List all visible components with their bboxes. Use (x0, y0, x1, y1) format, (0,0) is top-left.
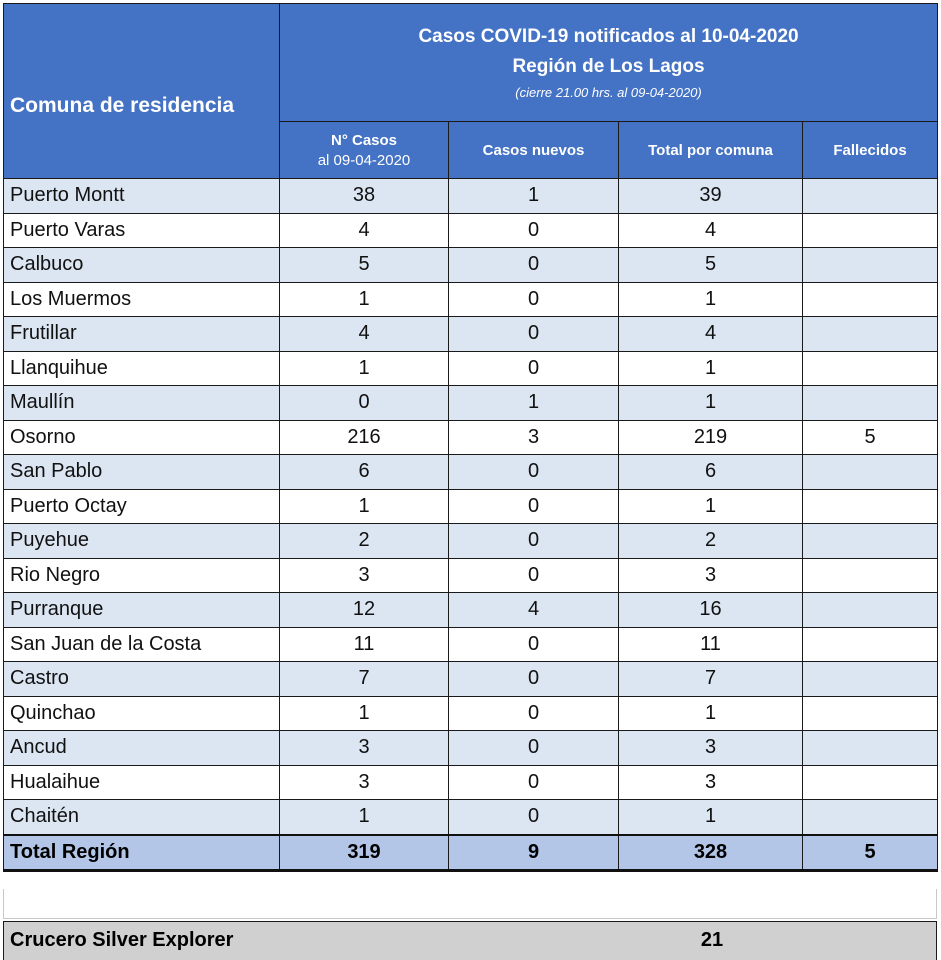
covid-cases-table-container (3, 3, 937, 872)
comuna-cell: Puerto Varas (4, 213, 280, 248)
comuna-cell: Puerto Octay (4, 489, 280, 524)
fallecidos-cell: 5 (803, 420, 938, 455)
comuna-cell: Osorno (4, 420, 280, 455)
table-row (4, 524, 938, 559)
comuna-cell: Chaitén (4, 800, 280, 835)
table-row (4, 213, 938, 248)
fallecidos-cell (803, 765, 938, 800)
table-row (4, 696, 938, 731)
comuna-cell: Castro (4, 662, 280, 697)
title-line-2: Región de Los Lagos (512, 55, 705, 77)
casos-cell: 3 (280, 731, 449, 766)
nuevos-cell: 0 (449, 731, 619, 766)
table-body (4, 179, 938, 835)
casos-cell: 11 (280, 627, 449, 662)
total-cell: 4 (619, 213, 803, 248)
total-casos: 319 (280, 835, 449, 871)
casos-header-line-1: N° Casos (330, 131, 398, 149)
casos-cell: 3 (280, 558, 449, 593)
comuna-cell: Ancud (4, 731, 280, 766)
casos-header-line-2: al 09-04-2020 (317, 151, 411, 169)
total-cell: 1 (619, 696, 803, 731)
total-cell: 1 (619, 800, 803, 835)
total-cell: 5 (619, 248, 803, 283)
fallecidos-cell (803, 282, 938, 317)
casos-cell: 2 (280, 524, 449, 559)
casos-cell: 38 (280, 179, 449, 214)
fallecidos-cell (803, 179, 938, 214)
casos-cell: 1 (280, 282, 449, 317)
total-cell: 39 (619, 179, 803, 214)
comuna-cell: Maullín (4, 386, 280, 421)
nuevos-cell: 0 (449, 662, 619, 697)
total-cell: 16 (619, 593, 803, 628)
fallecidos-cell (803, 627, 938, 662)
table-row (4, 282, 938, 317)
nuevos-cell: 0 (449, 351, 619, 386)
nuevos-cell: 0 (449, 800, 619, 835)
comuna-cell: Quinchao (4, 696, 280, 731)
cruise-label: Crucero Silver Explorer (10, 929, 234, 951)
fallecidos-cell (803, 524, 938, 559)
fallecidos-cell (803, 489, 938, 524)
casos-cell: 1 (280, 696, 449, 731)
nuevos-column-header: Casos nuevos (449, 122, 619, 179)
comuna-cell: San Juan de la Costa (4, 627, 280, 662)
comuna-cell: Puyehue (4, 524, 280, 559)
comuna-cell: Llanquihue (4, 351, 280, 386)
table-row (4, 317, 938, 352)
total-fallecidos: 5 (803, 835, 938, 871)
total-cell: 1 (619, 351, 803, 386)
table-row (4, 731, 938, 766)
total-cell: 4 (619, 317, 803, 352)
total-cell: 1 (619, 386, 803, 421)
casos-cell: 4 (280, 213, 449, 248)
nuevos-cell: 0 (449, 696, 619, 731)
casos-cell: 0 (280, 386, 449, 421)
table-row (4, 593, 938, 628)
nuevos-cell: 0 (449, 524, 619, 559)
total-cell: 7 (619, 662, 803, 697)
fallecidos-cell (803, 800, 938, 835)
casos-cell: 1 (280, 800, 449, 835)
empty-spacer-row (3, 889, 937, 919)
casos-cell: 216 (280, 420, 449, 455)
total-row (4, 835, 938, 871)
casos-cell: 12 (280, 593, 449, 628)
total-cell: 3 (619, 731, 803, 766)
table-row (4, 248, 938, 283)
nuevos-cell: 0 (449, 317, 619, 352)
total-cell: 219 (619, 420, 803, 455)
table-row (4, 558, 938, 593)
table-title (280, 4, 938, 122)
nuevos-cell: 0 (449, 765, 619, 800)
total-cell: 11 (619, 627, 803, 662)
table-row (4, 179, 938, 214)
title-line-1: Casos COVID-19 notificados al 10-04-2020 (418, 25, 799, 47)
total-nuevos: 9 (449, 835, 619, 871)
fallecidos-column-header: Fallecidos (803, 122, 938, 179)
casos-cell: 6 (280, 455, 449, 490)
comuna-cell: Hualaihue (4, 765, 280, 800)
comuna-cell: Puerto Montt (4, 179, 280, 214)
fallecidos-cell (803, 558, 938, 593)
table-row (4, 455, 938, 490)
casos-cell: 5 (280, 248, 449, 283)
total-cell: 6 (619, 455, 803, 490)
fallecidos-cell (803, 213, 938, 248)
table-row (4, 351, 938, 386)
casos-cell: 1 (280, 351, 449, 386)
nuevos-cell: 0 (449, 282, 619, 317)
total-cell: 3 (619, 765, 803, 800)
covid-cases-table (3, 3, 938, 872)
nuevos-cell: 0 (449, 213, 619, 248)
comuna-cell: Frutillar (4, 317, 280, 352)
table-row (4, 386, 938, 421)
nuevos-cell: 0 (449, 489, 619, 524)
casos-cell: 1 (280, 489, 449, 524)
fallecidos-cell (803, 593, 938, 628)
nuevos-cell: 0 (449, 248, 619, 283)
table-row (4, 420, 938, 455)
cruise-total: 21 (700, 929, 724, 951)
nuevos-cell: 3 (449, 420, 619, 455)
fallecidos-cell (803, 386, 938, 421)
casos-cell: 7 (280, 662, 449, 697)
comuna-cell: Purranque (4, 593, 280, 628)
comuna-cell: Rio Negro (4, 558, 280, 593)
fallecidos-cell (803, 248, 938, 283)
nuevos-cell: 1 (449, 179, 619, 214)
nuevos-cell: 0 (449, 455, 619, 490)
total-column-header: Total por comuna (619, 122, 803, 179)
total-total: 328 (619, 835, 803, 871)
fallecidos-cell (803, 731, 938, 766)
title-line-3: (cierre 21.00 hrs. al 09-04-2020) (515, 84, 702, 100)
cruise-row (3, 921, 937, 960)
total-cell: 3 (619, 558, 803, 593)
table-row (4, 627, 938, 662)
table-row (4, 800, 938, 835)
table-row (4, 662, 938, 697)
table-row (4, 489, 938, 524)
fallecidos-cell (803, 455, 938, 490)
comuna-column-header: Comuna de residencia (4, 4, 280, 179)
fallecidos-cell (803, 662, 938, 697)
casos-cell: 3 (280, 765, 449, 800)
table-row (4, 765, 938, 800)
comuna-cell: San Pablo (4, 455, 280, 490)
total-cell: 1 (619, 489, 803, 524)
fallecidos-cell (803, 317, 938, 352)
nuevos-cell: 1 (449, 386, 619, 421)
total-cell: 2 (619, 524, 803, 559)
fallecidos-cell (803, 351, 938, 386)
comuna-cell: Los Muermos (4, 282, 280, 317)
total-label: Total Región (4, 835, 280, 871)
casos-column-header (280, 122, 449, 179)
total-cell: 1 (619, 282, 803, 317)
nuevos-cell: 4 (449, 593, 619, 628)
fallecidos-cell (803, 696, 938, 731)
comuna-cell: Calbuco (4, 248, 280, 283)
casos-cell: 4 (280, 317, 449, 352)
nuevos-cell: 0 (449, 627, 619, 662)
nuevos-cell: 0 (449, 558, 619, 593)
